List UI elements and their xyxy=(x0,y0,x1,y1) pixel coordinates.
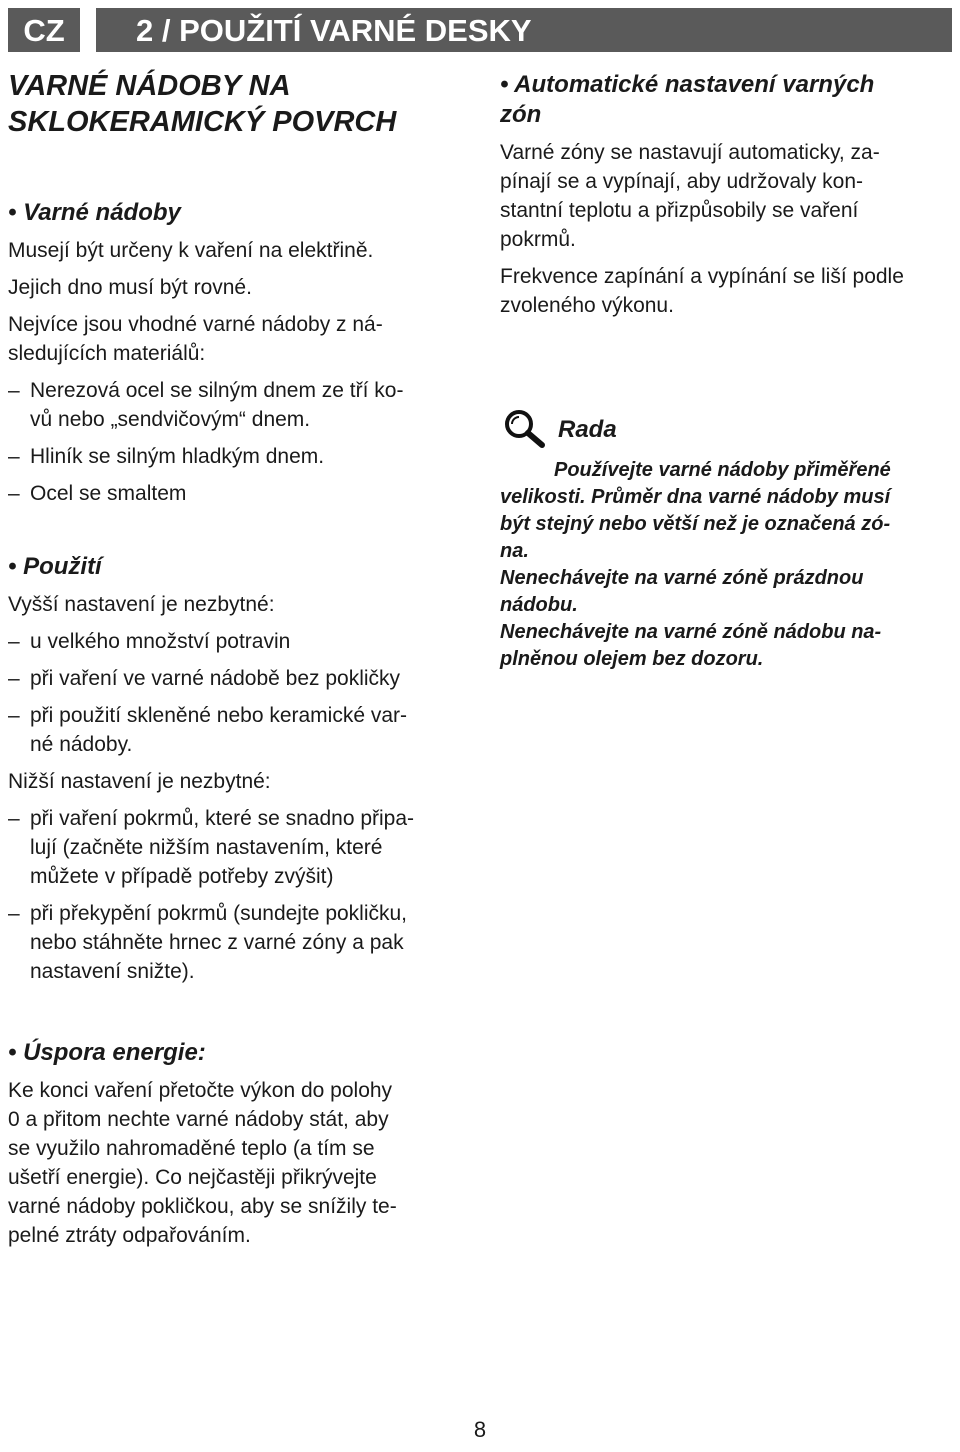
magnifier-icon xyxy=(500,406,546,453)
paragraph: 0 a přitom nechte varné nádoby stát, aby xyxy=(8,1108,389,1131)
list-item: – u velkého množství potravin xyxy=(8,627,468,656)
list-item: – Hliník se silným hladkým dnem. xyxy=(8,442,468,471)
energy-heading: • Úspora energie: xyxy=(8,1039,206,1066)
list-item-continuation: můžete v případě potřeby zvýšit) xyxy=(30,865,334,888)
list-item: – při překypění pokrmů (sundejte pokličku, xyxy=(8,899,468,928)
list-item-continuation: nebo stáhněte hrnec z varné zóny a pak xyxy=(30,931,404,954)
right-column xyxy=(500,62,950,673)
list-item-continuation: né nádoby. xyxy=(30,733,133,756)
list-item: – při použití skleněné nebo keramické var- xyxy=(8,701,468,730)
list-item: – při vaření ve varné nádobě bez pokličky xyxy=(8,664,468,693)
paragraph: Vyšší nastavení je nezbytné: xyxy=(8,593,275,616)
cookware-heading: • Varné nádoby xyxy=(8,199,181,226)
paragraph: Ke konci vaření přetočte výkon do polohy xyxy=(8,1079,393,1102)
paragraph: zvoleného výkonu. xyxy=(500,294,674,317)
list-item: – při vaření pokrmů, které se snadno připa- xyxy=(8,804,468,833)
paragraph: Nejvíce jsou vhodné varné nádoby z ná- xyxy=(8,313,383,336)
page-title: 2 / POUŽITÍ VARNÉ DESKY xyxy=(96,8,952,52)
paragraph: varné nádoby pokličkou, aby se snížily te- xyxy=(8,1195,397,1218)
left-column xyxy=(8,62,468,1250)
paragraph: Musejí být určeny k vaření na elektřině. xyxy=(8,239,374,262)
auto-heading: zón xyxy=(500,101,542,128)
tip-header xyxy=(500,406,950,453)
tip-text: plněnou olejem bez dozoru. xyxy=(500,648,764,670)
tip-text: Nenechávejte na varné zóně prázdnou xyxy=(500,567,864,589)
paragraph: sledujících materiálů: xyxy=(8,342,206,365)
paragraph: Varné zóny se nastavují automaticky, za- xyxy=(500,141,880,164)
paragraph: Jejich dno musí být rovné. xyxy=(8,276,252,299)
tip-text: Nenechávejte na varné zóně nádobu na- xyxy=(500,621,882,643)
page-number: 8 xyxy=(473,1417,487,1442)
paragraph: pokrmů. xyxy=(500,228,576,251)
paragraph: pelné ztráty odpařováním. xyxy=(8,1224,251,1247)
auto-heading: • Automatické nastavení varných xyxy=(500,71,875,98)
use-heading: • Použití xyxy=(8,553,102,580)
list-item-continuation: lují (začněte nižším nastavením, které xyxy=(30,836,383,859)
list-item: – Nerezová ocel se silným dnem ze tří ko- xyxy=(8,376,468,405)
tip-text: velikosti. Průměr dna varné nádoby musí xyxy=(500,486,891,508)
paragraph: pínají se a vypínají, aby udržovaly kon- xyxy=(500,170,864,193)
paragraph: Nižší nastavení je nezbytné: xyxy=(8,770,271,793)
paragraph: se využilo nahromaděné teplo (a tím se xyxy=(8,1137,375,1160)
tip-text: na. xyxy=(500,540,529,562)
tip-text: nádobu. xyxy=(500,594,578,616)
section-title-line: SKLOKERAMICKÝ POVRCH xyxy=(8,106,397,138)
list-item: – Ocel se smaltem xyxy=(8,479,468,508)
paragraph: stantní teplotu a přizpůsobily se vaření xyxy=(500,199,859,222)
tip-title: Rada xyxy=(558,415,617,443)
list-item-continuation: vů nebo „sendvičovým“ dnem. xyxy=(30,408,311,431)
paragraph: Frekvence zapínání a vypínání se liší podle xyxy=(500,265,904,288)
tip-text: Používejte varné nádoby přiměřené xyxy=(554,459,891,481)
language-badge: CZ xyxy=(8,8,80,52)
paragraph: ušetří energie). Co nejčastěji přikrývejte xyxy=(8,1166,377,1189)
section-title-line: VARNÉ NÁDOBY NA xyxy=(8,70,291,102)
tip-text: být stejný nebo větší než je označená zó- xyxy=(500,513,891,535)
list-item-continuation: nastavení snižte). xyxy=(30,960,195,983)
